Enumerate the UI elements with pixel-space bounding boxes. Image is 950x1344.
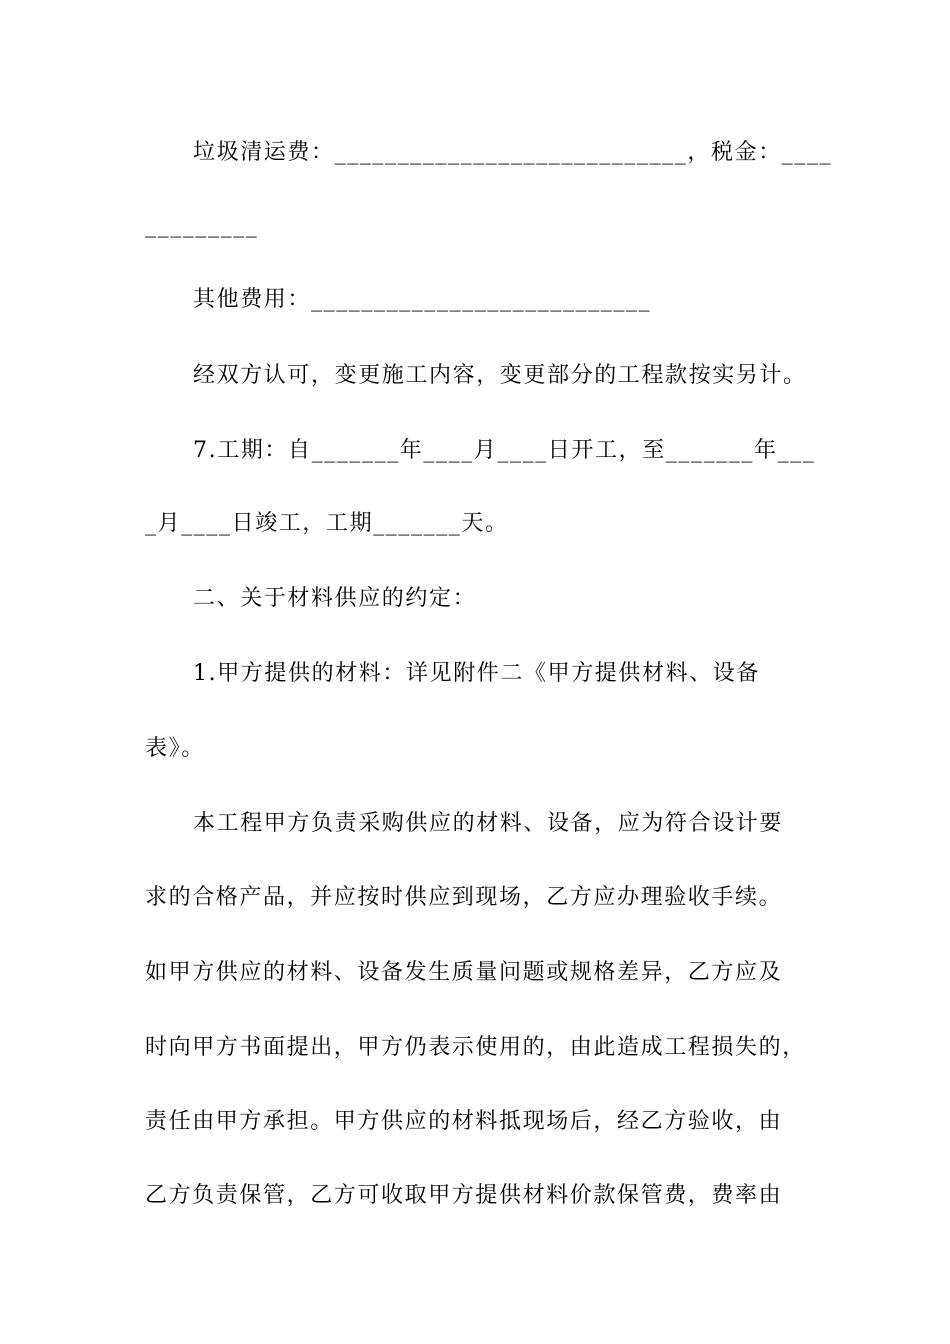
text-line-para-6: 乙方负责保管，乙方可收取甲方提供材料价款保管费，费率由 — [145, 1183, 783, 1208]
section-heading-materials: 二、关于材料供应的约定： — [193, 586, 477, 611]
text-line-para-4: 时向甲方书面提出，甲方仍表示使用的，由此造成工程损失的， — [145, 1035, 806, 1060]
text-line-para-3: 如甲方供应的材料、设备发生质量问题或规格差异，乙方应及 — [145, 960, 783, 985]
text-line-table-ref: 表》。 — [145, 736, 205, 761]
text-line-garbage-fee: 垃圾清运费：____________________________，税金：____ — [193, 140, 833, 165]
text-line-tax-continuation: _________ — [145, 213, 259, 238]
text-line-para-2: 求的合格产品，并应按时供应到现场，乙方应办理验收手续。 — [145, 885, 783, 910]
text-line-completion: _月____日竣工，工期_______天。 — [145, 511, 509, 536]
text-line-para-5: 责任由甲方承担。甲方供应的材料抵现场后，经乙方验收，由 — [145, 1109, 783, 1134]
text-line-construction-period: 7.工期：自_______年____月____日开工，至_______年___ — [193, 438, 816, 463]
text-line-change-agreement: 经双方认可，变更施工内容，变更部分的工程款按实另计。 — [193, 363, 807, 388]
text-line-other-fees: 其他费用：___________________________ — [193, 287, 652, 312]
text-line-para-1: 本工程甲方负责采购供应的材料、设备，应为符合设计要 — [193, 811, 784, 836]
text-line-party-a-materials: 1.甲方提供的材料：详见附件二《甲方提供材料、设备 — [193, 661, 760, 686]
